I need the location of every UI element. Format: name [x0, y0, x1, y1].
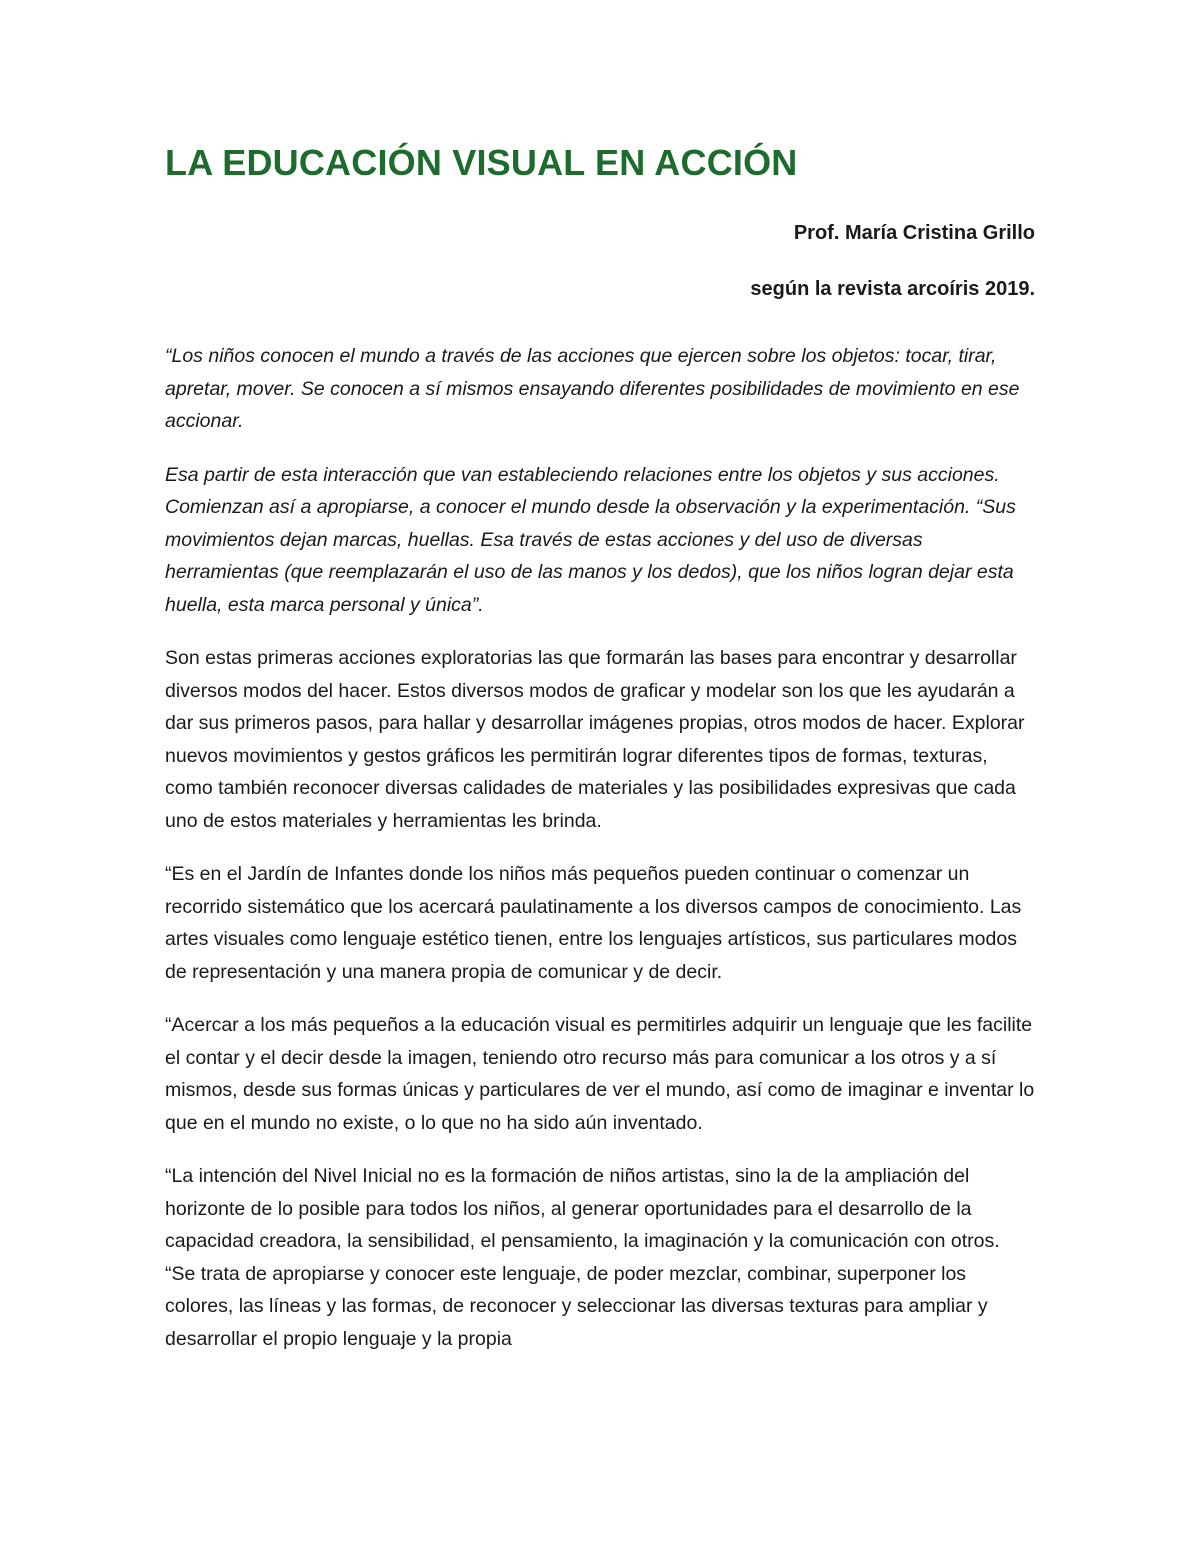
paragraph-1: “Los niños conocen el mundo a través de las acciones que ejercen sobre los objetos: tocar, tirar, apretar, mover. Se conocen a sí mismos ensayando diferentes posibilidades de movimiento en ese accionar. [165, 345, 1020, 432]
paragraph-6: “La intención del Nivel Inicial no es la formación de niños artistas, sino la de la ampliación del horizonte de lo posible para todos los niños, al generar oportunidades para el desarrollo de la capacidad creadora, la sensibilidad, el pensamiento, la imaginación y la comunicación con otros. “Se trata de apropiarse y conocer este lenguaje, de poder mezclar, combinar, superponer los colores, las líneas y las formas, de reconocer y seleccionar las diversas texturas para ampliar y desarrollar el propio lenguaje y la propia [165, 1165, 1000, 1350]
paragraph-3: Son estas primeras acciones exploratorias las que formarán las bases para encontrar y desarrollar diversos modos del hacer. Estos diversos modos de graficar y modelar son los que les ayudarán a dar sus primeros pasos, para hallar y desarrollar imágenes propias, otros modos de hacer. Explorar nuevos movimientos y gestos gráficos les permitirán lograr diferentes tipos de formas, texturas, como también reconocer diversas calidades de materiales y las posibilidades expresivas que cada uno de estos materiales y herramientas les brinda. [165, 647, 1025, 832]
document-page [165, 0, 1035, 1553]
paragraph-4: “Es en el Jardín de Infantes donde los niños más pequeños pueden continuar o comenzar un recorrido sistemático que los acercará paulatinamente a los diversos campos de conocimiento. Las artes visuales como lenguaje estético tienen, entre los lenguajes artísticos, sus particulares modos de representación y una manera propia de comunicar y de decir. [165, 863, 1022, 983]
document-body [165, 340, 1035, 1376]
paragraph-5: “Acercar a los más pequeños a la educación visual es permitirles adquirir un lenguaje que les facilite el contar y el decir desde la imagen, teniendo otro recurso más para comunicar a los otros y a sí mismos, desde sus formas únicas y particulares de ver el mundo, así como de imaginar e inventar lo que en el mundo no existe, o lo que no ha sido aún inventado. [165, 1014, 1035, 1134]
source-line: según la revista arcoíris 2019. [750, 278, 1035, 300]
document-title: LA EDUCACIÓN VISUAL EN ACCIÓN [165, 142, 798, 183]
paragraph-2: Esa partir de esta interacción que van estableciendo relaciones entre los objetos y sus acciones. Comienzan así a apropiarse, a conocer el mundo desde la observación y la experimentación. “Sus movimientos dejan marcas, huellas. Esa través de estas acciones y del uso de diversas herramientas (que reemplazarán el uso de las manos y los dedos), que los niños logran dejar esta huella, esta marca personal y única”. [165, 463, 1016, 616]
author-line: Prof. María Cristina Grillo [793, 222, 1035, 244]
